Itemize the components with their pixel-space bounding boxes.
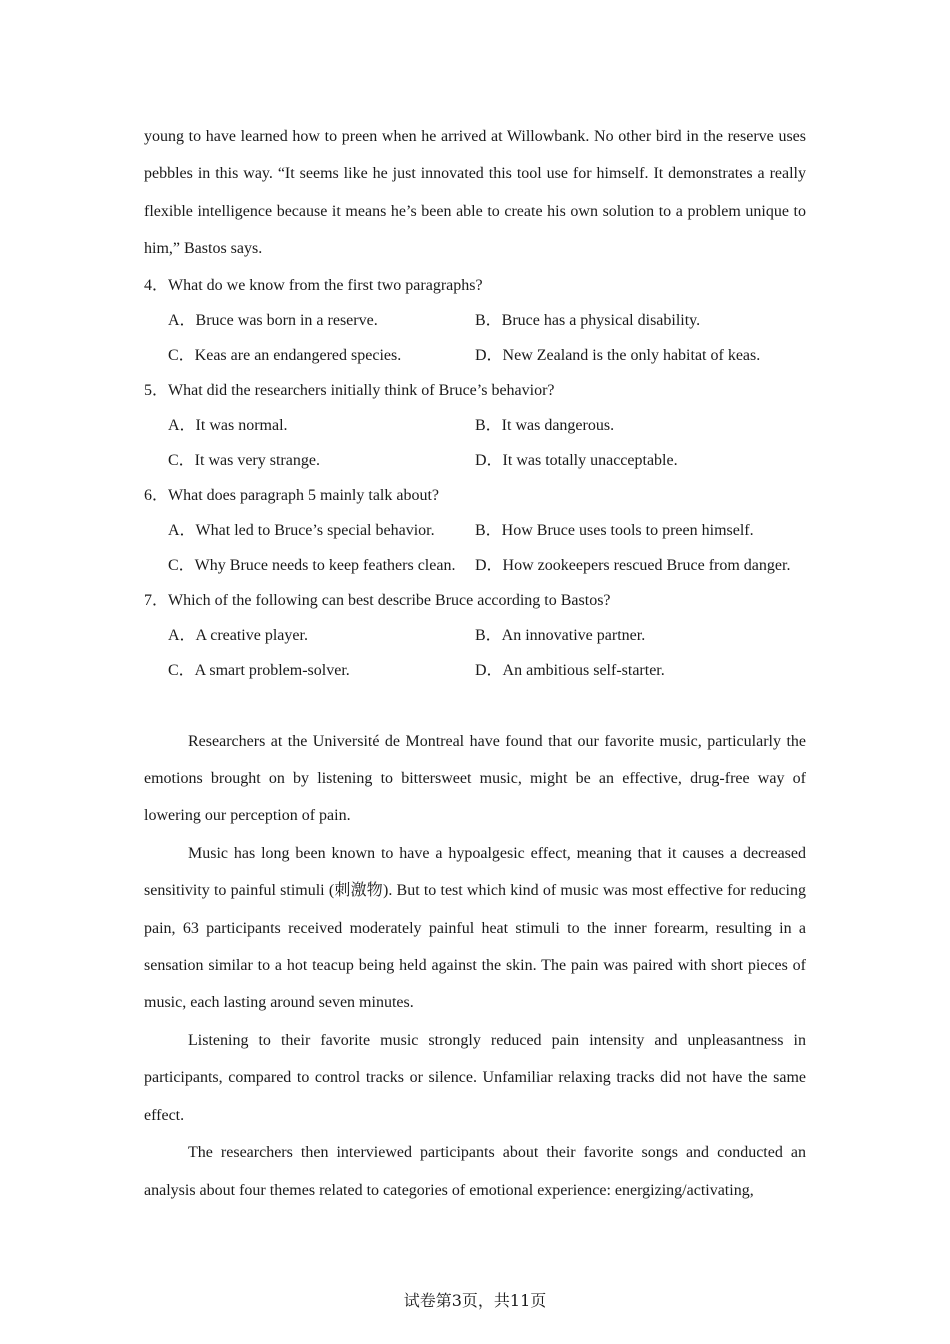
paragraph-3: Listening to their favorite music strongly reduced pain intensity and unpleasantness in participants, compared to control tracks or silence. Unfamiliar relaxing tracks did not have the same effect.: [144, 1031, 806, 1124]
option-d: D．It was totally unacceptable.: [475, 451, 678, 469]
option-b: B．It was dangerous.: [475, 416, 615, 434]
question-stem: 6．What does paragraph 5 mainly talk about?: [144, 486, 440, 504]
option-c: C．Why Bruce needs to keep feathers clean.: [168, 556, 456, 574]
option-c: C．A smart problem-solver.: [168, 661, 350, 679]
option-d: D．How zookeepers rescued Bruce from danger.: [475, 556, 791, 574]
paragraph-1: Researchers at the Université de Montreal have found that our favorite music, particularly the emotions brought on by listening to bittersweet music, might be an effective, drug-free way of lowering our perception of pain.: [144, 732, 806, 825]
section-gap: [144, 688, 806, 723]
page-footer: 试卷第3页，共11页: [403, 1291, 547, 1310]
option-d: D．New Zealand is the only habitat of keas.: [475, 346, 761, 364]
option-b: B．Bruce has a physical disability.: [475, 311, 701, 329]
option-a: A．A creative player.: [168, 626, 308, 644]
question-4: [144, 268, 806, 373]
option-d: D．An ambitious self-starter.: [475, 661, 665, 679]
option-b: B．How Bruce uses tools to preen himself.: [475, 521, 754, 539]
question-stem: 5．What did the researchers initially think of Bruce’s behavior?: [144, 381, 555, 399]
option-b: B．An innovative partner.: [475, 626, 646, 644]
exam-page: [144, 118, 806, 1209]
option-c: C．Keas are an endangered species.: [168, 346, 402, 364]
option-a: A．What led to Bruce’s special behavior.: [168, 521, 435, 539]
option-a: A．Bruce was born in a reserve.: [168, 311, 378, 329]
passage-continuation: young to have learned how to preen when he arrived at Willowbank. No other bird in the reserve uses pebbles in this way. “It seems like he just innovated this tool use for himself. It demonstrates a really flexible intelligence because it means he’s been able to create his own solution to a problem unique to him,” Bastos says.: [144, 128, 806, 258]
option-a: A．It was normal.: [168, 416, 288, 434]
question-stem: 7．Which of the following can best describe Bruce according to Bastos?: [144, 591, 611, 609]
paragraph-2: Music has long been known to have a hypoalgesic effect, meaning that it causes a decreased sensitivity to painful stimuli (刺激物). But to test which kind of music was most effective for reducing pain, 63 participants received moderately painful heat stimuli to the inner forearm, resulting in a sensation similar to a hot teacup being held against the skin. The pain was paired with short pieces of music, each lasting around seven minutes.: [144, 844, 806, 1012]
passage-music: [144, 723, 806, 1209]
paragraph-4: The researchers then interviewed participants about their favorite songs and conducted an analysis about four themes related to categories of emotional experience: energizing/activating,: [144, 1144, 806, 1199]
option-c: C．It was very strange.: [168, 451, 320, 469]
question-5: [144, 373, 806, 478]
question-stem: 4．What do we know from the first two paragraphs?: [144, 276, 483, 294]
question-7: [144, 583, 806, 688]
question-6: [144, 478, 806, 583]
